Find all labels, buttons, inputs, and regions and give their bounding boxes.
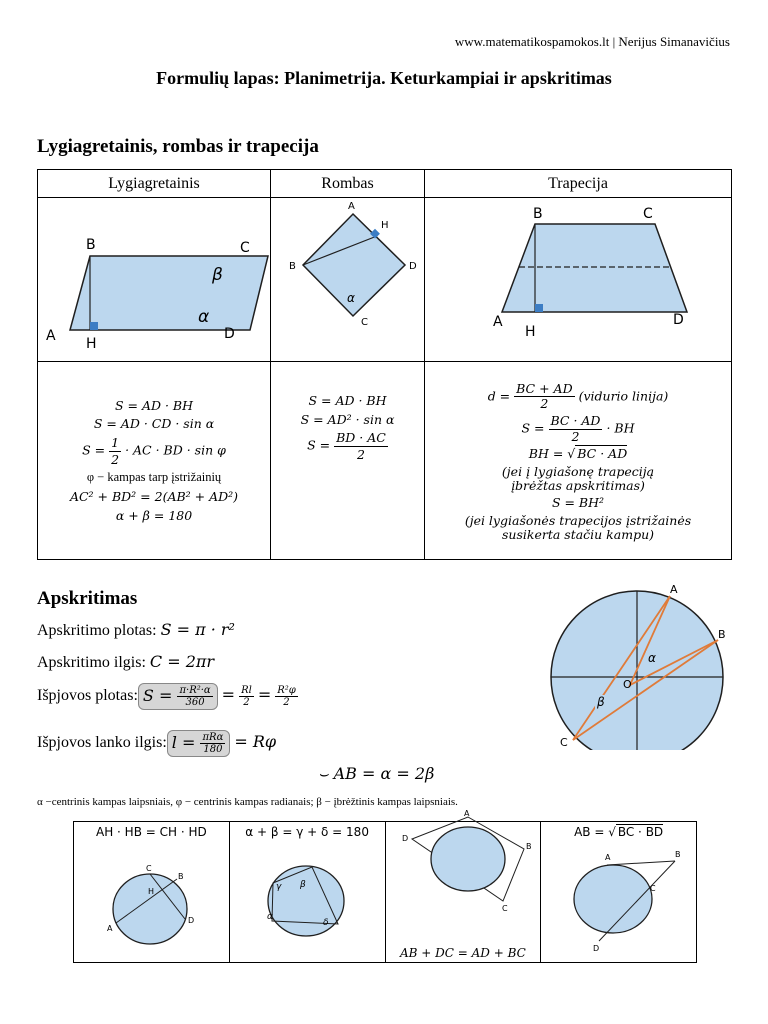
rhomb-label-b: B bbox=[289, 261, 296, 272]
par-f3-post: · AC · BD · sin φ bbox=[125, 442, 226, 458]
section-title-quadrilaterals: Lygiagretainis, rombas ir trapecija bbox=[37, 136, 319, 157]
quadrilateral-table bbox=[37, 169, 732, 560]
chord-label-b: B bbox=[178, 872, 184, 881]
parallelogram-figure bbox=[38, 198, 271, 356]
trap-formula-6b: susikerta stačiu kampu) bbox=[502, 527, 654, 542]
rhomb-f3-den: 2 bbox=[357, 446, 365, 462]
quad-label-alpha: α bbox=[266, 912, 273, 922]
circle-length-label: Apskritimo ilgis: bbox=[37, 654, 146, 671]
tquad-label-d: D bbox=[401, 834, 408, 843]
ts-label-d: D bbox=[593, 944, 600, 953]
trap-formula-3 bbox=[425, 447, 731, 461]
trap-formula-4a: (jei į lygiašonę trapeciją bbox=[501, 463, 655, 479]
trap-label-d: D bbox=[673, 312, 684, 328]
rhomb-f3-frac bbox=[334, 430, 388, 462]
chord-label-h: H bbox=[148, 887, 155, 896]
trap-f2-post: · BH bbox=[606, 420, 635, 436]
ts-label-b: B bbox=[675, 850, 681, 859]
par-f3-pre: S = bbox=[82, 442, 106, 458]
label-c: C bbox=[240, 240, 250, 256]
par-f3-den: 2 bbox=[111, 451, 120, 467]
circle-label-beta: β bbox=[597, 695, 605, 709]
trap-f2-frac bbox=[549, 414, 603, 444]
sector-den: 360 bbox=[185, 697, 205, 708]
inscribed-quad-title: α + β = γ + δ = 180 bbox=[245, 825, 369, 839]
circle-theorems-table bbox=[73, 809, 697, 963]
par-formula-5: AC² + BD² = 2(AB² + AD²) bbox=[69, 488, 239, 504]
label-alpha: α bbox=[198, 307, 210, 327]
trap-formula-2 bbox=[425, 414, 731, 444]
trap-f2-pre: S = bbox=[521, 420, 545, 436]
label-b: B bbox=[86, 237, 96, 253]
tquad-label-a: A bbox=[463, 809, 469, 818]
par-formula-2: S = AD · CD · sin α bbox=[93, 416, 215, 432]
trap-label-h: H bbox=[525, 324, 536, 340]
rhomb-label-d: D bbox=[409, 261, 417, 272]
rhomb-formula-2: S = AD² · sin α bbox=[300, 411, 395, 427]
rhomb-label-a: A bbox=[348, 201, 355, 212]
circle-label-b: B bbox=[718, 628, 726, 641]
tangential-quad-cell bbox=[385, 809, 541, 963]
circle-figure bbox=[540, 580, 740, 750]
circle-label-o: O bbox=[623, 678, 632, 691]
parallelogram-formulas bbox=[38, 362, 271, 560]
tangent-secant-figure bbox=[541, 839, 696, 957]
sector-frac3 bbox=[275, 685, 298, 708]
chord-theorem-title: AH · HB = CH · HD bbox=[96, 825, 207, 839]
rhombus-formulas bbox=[271, 362, 425, 560]
rhomb-f3-num: BD · AC bbox=[336, 430, 386, 446]
circle-area-formula: S = π · r² bbox=[160, 620, 235, 639]
parallelogram-figure-cell bbox=[38, 198, 271, 362]
trap-f2-num: BC · AD bbox=[550, 413, 601, 429]
chord-label-d: D bbox=[188, 916, 195, 925]
sector-num3: R²φ bbox=[277, 685, 296, 696]
rhombus-figure bbox=[271, 198, 425, 356]
par-f3-num: 1 bbox=[111, 435, 120, 451]
chord-theorem-cell bbox=[74, 822, 230, 963]
circle-length-line bbox=[37, 652, 214, 672]
col-header-parallelogram: Lygiagretainis bbox=[38, 170, 271, 198]
rhomb-label-c: C bbox=[361, 317, 368, 328]
trap-f2-den: 2 bbox=[571, 428, 580, 444]
col-header-rhombus: Rombas bbox=[271, 170, 425, 198]
label-a: A bbox=[46, 328, 56, 344]
label-beta: β bbox=[212, 265, 223, 285]
trap-f1-post: (vidurio linija) bbox=[578, 388, 669, 403]
chord-theorem-figure bbox=[74, 839, 229, 957]
trap-formula-6a: (jei lygiašonės trapecijos įstrižainės bbox=[464, 512, 692, 528]
trap-label-a: A bbox=[493, 314, 503, 330]
ts-label-c: C bbox=[650, 884, 656, 893]
sector-den3: 2 bbox=[283, 697, 290, 708]
trap-f3-root: BC · AD bbox=[577, 446, 628, 462]
circle-length-formula: C = 2πr bbox=[149, 652, 215, 671]
sector-area-box bbox=[138, 683, 218, 710]
sector-area-line bbox=[37, 683, 298, 710]
par-f3-frac bbox=[109, 435, 121, 467]
site-header: www.matematikospamokos.lt | Nerijus Simanavičius bbox=[454, 34, 730, 49]
arc-frac bbox=[200, 732, 225, 755]
par-formula-6: α + β = 180 bbox=[115, 507, 193, 523]
label-d: D bbox=[224, 326, 235, 342]
trapezoid-figure bbox=[425, 198, 732, 356]
rhomb-label-alpha: α bbox=[347, 291, 355, 305]
sector-eq2: = bbox=[257, 685, 272, 705]
chord-label-c: C bbox=[146, 864, 152, 873]
ts-title-root: BC · BD bbox=[617, 825, 664, 839]
rhombus-figure-cell bbox=[271, 198, 425, 362]
tquad-label-c: C bbox=[501, 904, 508, 913]
sector-frac bbox=[177, 685, 212, 708]
col-header-trapezoid: Trapecija bbox=[425, 170, 732, 198]
circle-label-c: C bbox=[560, 736, 568, 749]
page-title: Formulių lapas: Planimetrija. Keturkampiai ir apskritimas bbox=[156, 68, 612, 88]
rhomb-f3-pre: S = bbox=[307, 437, 331, 453]
trap-f3-pre: BH = √ bbox=[528, 446, 576, 462]
sector-pre: S = bbox=[142, 686, 173, 705]
trap-label-b: B bbox=[533, 206, 543, 222]
section-title-circle: Apskritimas bbox=[37, 588, 138, 609]
trapezoid-formulas bbox=[425, 362, 732, 560]
trap-f1-den: 2 bbox=[540, 396, 549, 411]
sector-area-label: Išpjovos plotas: bbox=[37, 687, 138, 705]
sector-num: π·R²·α bbox=[179, 685, 211, 696]
sector-eq1: = bbox=[221, 685, 236, 705]
trap-formula-1 bbox=[425, 382, 731, 412]
chord-label-a: A bbox=[107, 924, 113, 933]
quad-label-gamma: γ bbox=[275, 882, 282, 892]
arc-pre: l = bbox=[171, 733, 196, 752]
tangential-quad-figure bbox=[386, 809, 541, 913]
circle-label-a: A bbox=[670, 583, 678, 596]
arc-relation: ⌣ AB = α = 2β bbox=[318, 764, 435, 783]
ts-label-a: A bbox=[605, 853, 611, 862]
inscribed-quad-cell bbox=[229, 822, 385, 963]
trap-f1-frac bbox=[514, 382, 574, 412]
circle-area-line bbox=[37, 620, 235, 640]
tangent-secant-title bbox=[541, 822, 696, 839]
trap-formula-5: S = BH² bbox=[551, 495, 605, 511]
par-formula-3 bbox=[38, 435, 270, 467]
arc-num: πRα bbox=[202, 732, 224, 743]
sector-num2: Rl bbox=[241, 685, 252, 696]
tquad-label-b: B bbox=[525, 842, 531, 851]
quad-label-beta: β bbox=[299, 880, 306, 890]
par-formula-1: S = AD · BH bbox=[114, 397, 194, 413]
trap-formula-4b: įbrėžtas apskritimas) bbox=[511, 477, 645, 493]
angle-note: α −centrinis kampas laipsniais, φ − centrinis kampas radianais; β − įbrėžtinis kampas laipsniais. bbox=[37, 796, 458, 808]
tangential-quad-formula: AB + DC = AD + BC bbox=[399, 946, 526, 960]
trapezoid-figure-cell bbox=[425, 198, 732, 362]
ts-title-pre: AB = √ bbox=[574, 825, 616, 839]
rhomb-formula-1: S = AD · BH bbox=[308, 393, 387, 408]
sector-frac2 bbox=[239, 685, 254, 708]
label-h: H bbox=[86, 336, 97, 352]
arc-length-box bbox=[167, 730, 231, 757]
inscribed-quad-figure bbox=[230, 839, 385, 957]
arc-length-line bbox=[37, 730, 276, 757]
trap-label-c: C bbox=[643, 206, 653, 222]
arc-length-label: Išpjovos lanko ilgis: bbox=[37, 734, 167, 752]
circle-area-label: Apskritimo plotas: bbox=[37, 622, 157, 639]
rhomb-label-h: H bbox=[381, 220, 389, 231]
arc-den: 180 bbox=[203, 744, 223, 755]
quad-label-delta: δ bbox=[322, 918, 329, 928]
rhomb-formula-3 bbox=[271, 430, 424, 462]
trap-f1-pre: d = bbox=[487, 388, 511, 403]
par-formula-4: φ − kampas tarp įstrižainių bbox=[86, 470, 222, 485]
tangent-secant-cell bbox=[541, 822, 697, 963]
trap-f1-num: BC + AD bbox=[516, 380, 573, 396]
circle-label-alpha: α bbox=[648, 651, 656, 665]
sector-den2: 2 bbox=[243, 697, 250, 708]
arc-post: = Rφ bbox=[234, 732, 277, 752]
